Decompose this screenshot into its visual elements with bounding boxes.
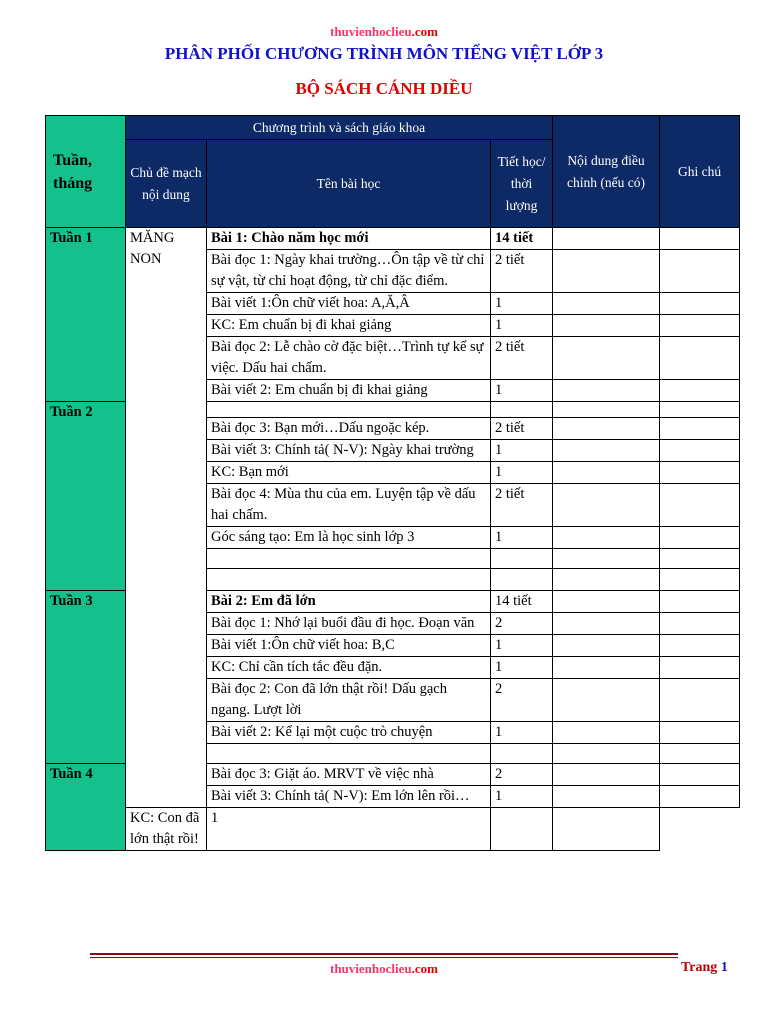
note-cell [660,484,740,527]
hours-cell: 1 [491,635,553,657]
lesson-cell: Bài viết 3: Chính tả( N-V): Ngày khai trường [207,440,491,462]
adjust-cell [553,402,660,418]
lesson-cell [207,569,491,591]
note-cell [660,250,740,293]
hours-cell [491,549,553,569]
lesson-cell: Bài viết 2: Kể lại một cuộc trò chuyện [207,722,491,744]
lesson-cell: Bài đọc 3: Bạn mới…Dấu ngoặc kép. [207,418,491,440]
adjust-cell [553,293,660,315]
adjust-cell [553,549,660,569]
adjust-cell [491,808,553,851]
note-cell [660,440,740,462]
footer-divider-thin [90,957,678,958]
header-note: Ghi chú [660,116,740,228]
adjust-cell [553,635,660,657]
page-number-value: 1 [720,960,728,975]
note-cell [660,315,740,337]
adjust-cell [553,786,660,808]
note-cell [660,786,740,808]
lesson-cell: Bài viết 1:Ôn chữ viết hoa: B,C [207,635,491,657]
adjust-cell [553,744,660,764]
adjust-cell [553,722,660,744]
note-cell [553,808,660,851]
lesson-cell: KC: Chỉ cần tích tắc đều đặn. [207,657,491,679]
lesson-cell: KC: Con đã lớn thật rồi! [126,808,207,851]
footer-site-domain: .com [411,961,438,976]
note-cell [660,293,740,315]
adjust-cell [553,250,660,293]
adjust-cell [553,591,660,613]
lesson-cell [207,744,491,764]
hours-cell: 14 tiết [491,591,553,613]
hours-cell: 2 tiết [491,250,553,293]
hours-cell: 1 [491,315,553,337]
hours-cell: 2 [491,613,553,635]
site-name: thuvienhoclieu [330,24,412,39]
lesson-cell: Bài đọc 1: Ngày khai trường…Ôn tập về từ chỉ sự vật, từ chỉ hoạt động, từ chỉ đặc điểm. [207,250,491,293]
site-domain: .com [411,24,438,39]
note-cell [660,569,740,591]
lesson-cell: KC: Em chuẩn bị đi khai giảng [207,315,491,337]
lesson-cell: Bài viết 2: Em chuẩn bị đi khai giảng [207,380,491,402]
footer-site-name: thuvienhoclieu [330,961,412,976]
note-cell [660,462,740,484]
hours-cell: 1 [491,440,553,462]
adjust-cell [553,380,660,402]
week-cell: Tuần 2 [46,402,126,591]
week-cell: Tuần 3 [46,591,126,764]
adjust-cell [553,337,660,380]
site-footer-link[interactable] [0,961,768,977]
lesson-cell: Bài đọc 2: Lễ chào cờ đặc biệt…Trình tự kể sự việc. Dấu hai chấm. [207,337,491,380]
header-week: Tuần, tháng [46,116,126,228]
note-cell [660,402,740,418]
header-lesson: Tên bài học [207,140,491,228]
adjust-cell [553,569,660,591]
note-cell [660,380,740,402]
note-cell [660,228,740,250]
lesson-cell: KC: Bạn mới [207,462,491,484]
lesson-cell: Bài đọc 1: Nhớ lại buổi đầu đi học. Đoạn văn [207,613,491,635]
lesson-cell: Bài viết 1:Ôn chữ viết hoa: A,Ă,Â [207,293,491,315]
table-row [46,228,740,250]
page-title: PHÂN PHỐI CHƯƠNG TRÌNH MÔN TIẾNG VIỆT LỚP 3 [164,44,604,63]
site-header-link[interactable] [0,24,768,40]
lesson-cell: Bài 2: Em đã lớn [207,591,491,613]
page-number [681,960,728,976]
note-cell [660,635,740,657]
hours-cell: 1 [491,462,553,484]
note-cell [660,679,740,722]
footer-divider [90,953,678,955]
hours-cell: 2 tiết [491,484,553,527]
note-cell [660,613,740,635]
note-cell [660,657,740,679]
note-cell [660,527,740,549]
lesson-cell: Góc sáng tạo: Em là học sinh lớp 3 [207,527,491,549]
lesson-cell [207,402,491,418]
lesson-cell: Bài 1: Chào năm học mới [207,228,491,250]
adjust-cell [553,679,660,722]
adjust-cell [553,228,660,250]
hours-cell [491,744,553,764]
header-adjust: Nội dung điều chỉnh (nếu có) [553,116,660,228]
table-row [46,808,740,851]
page-label: Trang [681,960,718,975]
week-cell: Tuần 1 [46,228,126,402]
week-cell: Tuần 4 [46,764,126,851]
adjust-cell [553,462,660,484]
hours-cell: 1 [491,657,553,679]
note-cell [660,418,740,440]
hours-cell [491,569,553,591]
note-cell [660,722,740,744]
lesson-cell: Bài đọc 3: Giặt áo. MRVT về việc nhà [207,764,491,786]
lesson-cell: Bài viết 3: Chính tả( N-V): Em lớn lên rồi… [207,786,491,808]
hours-cell: 1 [491,380,553,402]
note-cell [660,337,740,380]
hours-cell: 14 tiết [491,228,553,250]
adjust-cell [553,418,660,440]
hours-cell: 2 tiết [491,337,553,380]
note-cell [660,591,740,613]
lesson-cell: Bài đọc 2: Con đã lớn thật rồi! Dấu gạch ngang. Lượt lời [207,679,491,722]
hours-cell: 2 tiết [491,418,553,440]
page-subtitle: BỘ SÁCH CÁNH DIỀU [295,79,473,98]
hours-cell: 1 [491,722,553,744]
topic-cell: MĂNG NON [126,228,207,808]
header-topic: Chủ đề mạch nội dung [126,140,207,228]
adjust-cell [553,315,660,337]
adjust-cell [553,440,660,462]
hours-cell [491,402,553,418]
note-cell [660,764,740,786]
curriculum-table [45,115,740,851]
adjust-cell [553,527,660,549]
hours-cell: 1 [491,527,553,549]
adjust-cell [553,764,660,786]
hours-cell: 1 [491,293,553,315]
hours-cell: 1 [491,786,553,808]
hours-cell: 1 [207,808,491,851]
note-cell [660,744,740,764]
adjust-cell [553,613,660,635]
lesson-cell [207,549,491,569]
lesson-cell: Bài đọc 4: Mùa thu của em. Luyện tập về dấu hai chấm. [207,484,491,527]
header-hours: Tiết học/ thời lượng [491,140,553,228]
adjust-cell [553,484,660,527]
hours-cell: 2 [491,679,553,722]
adjust-cell [553,657,660,679]
hours-cell: 2 [491,764,553,786]
header-group: Chương trình và sách giáo khoa [126,116,553,140]
note-cell [660,549,740,569]
